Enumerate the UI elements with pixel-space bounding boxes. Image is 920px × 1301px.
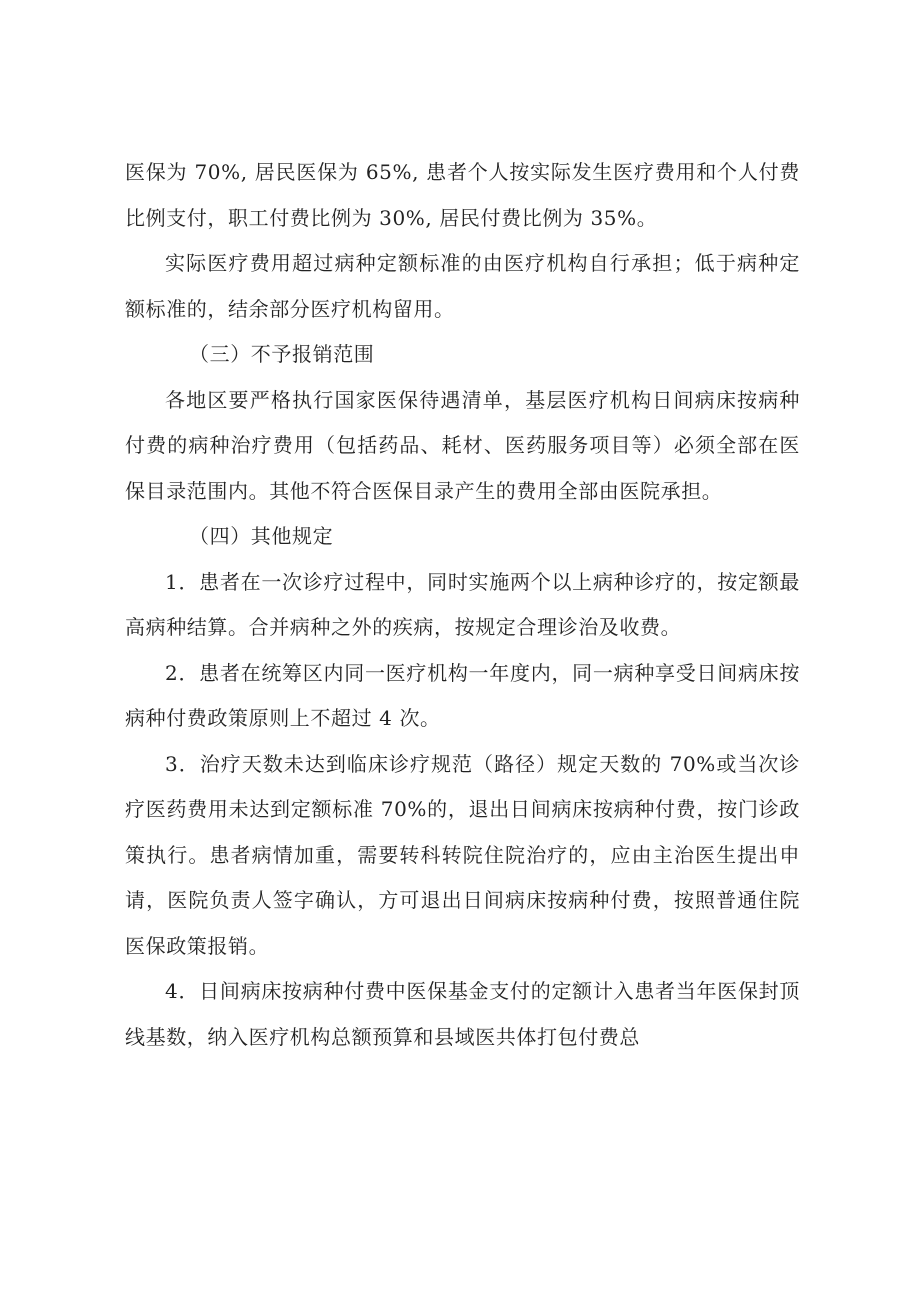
list-item-4: 4．日间病床按病种付费中医保基金支付的定额计入患者当年医保封顶线基数，纳入医疗机构总额预算和县域医共体打包付费总: [125, 979, 800, 1049]
section-heading-4: （四）其他规定: [189, 524, 334, 548]
list-item-1: 1．患者在一次诊疗过程中，同时实施两个以上病种诊疗的，按定额最高病种结算。合并病种之外的疾病，按规定合理诊治及收费。: [125, 569, 800, 639]
list-item-2: 2．患者在统筹区内同一医疗机构一年度内，同一病种享受日间病床按病种付费政策原则上不超过 4 次。: [125, 660, 800, 730]
paragraph: 各地区要严格执行国家医保待遇清单，基层医疗机构日间病床按病种付费的病种治疗费用（包括药品、耗材、医药服务项目等）必须全部在医保目录范围内。其他不符合医保目录产生的费用全部由医院承担。: [125, 387, 800, 503]
paragraph: 医保为 70%, 居民医保为 65%, 患者个人按实际发生医疗费用和个人付费比例支付，职工付费比例为 30%, 居民付费比例为 35%。: [125, 160, 800, 230]
list-item-3: 3．治疗天数未达到临床诊疗规范（路径）规定天数的 70%或当次诊疗医药费用未达到定额标准 70%的，退出日间病床按病种付费，按门诊政策执行。患者病情加重，需要转科转院住院治疗的，应由主治医生提出申请，医院负责人签字确认，方可退出日间病床按病种付费，按照普通住院医保政策报销。: [125, 751, 800, 958]
section-heading-3: （三）不予报销范围: [189, 342, 375, 366]
paragraph: 实际医疗费用超过病种定额标准的由医疗机构自行承担；低于病种定额标准的，结余部分医疗机构留用。: [125, 251, 800, 321]
document-body: [125, 150, 800, 1060]
